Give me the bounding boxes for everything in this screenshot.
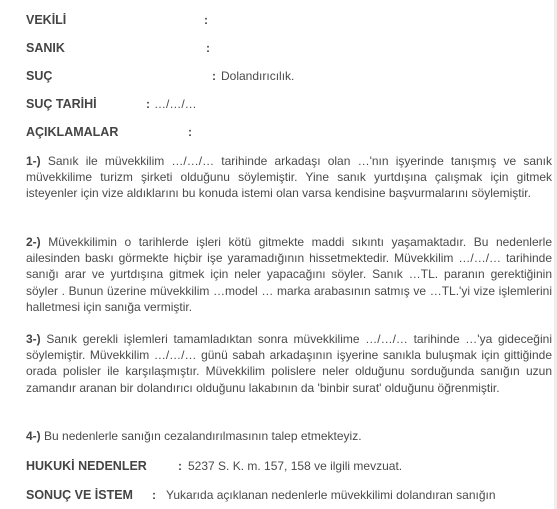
paragraph-3	[26, 331, 552, 396]
paragraph-text: Sanık gerekli işlemleri tamamladıktan sonra müvekkilime …/…/… tarihinde …'ya gideceğini söylemiştir. Müvekkilim …/…/… günü sabah arkadaşının işyerine sanıkla buluşmak için gittiğinde orada polisler ile karşılaşmıştır. Müvekkilim polislere neler olduğunu sorduğunda sanığın uzun zamandır aranan bir dolandırıcı olduğunu lakabının da 'binbir surat' olduğunu öğrenmiştir.	[26, 332, 552, 395]
vekili-label: VEKİLİ	[26, 13, 67, 27]
hukuki-nedenler-label: HUKUKİ NEDENLER	[26, 459, 147, 473]
hukuki-nedenler-value: 5237 S. K. m. 157, 158 ve ilgili mevzuat.	[188, 459, 403, 473]
suc-value: Dolandırıcılık.	[221, 69, 295, 83]
suc-tarihi-colon: :	[146, 97, 150, 111]
paragraph-text: Bu nedenlerle sanığın cezalandırılmasının talep etmekteyiz.	[44, 429, 362, 443]
paragraph-1	[26, 153, 552, 202]
paragraph-number: 3-)	[26, 332, 41, 346]
paragraph-text: Müvekkilimin o tarihlerde işleri kötü gitmekte maddi sıkıntı yaşamaktadır. Bu nedenlerle ailesinden baskı görmekte hiçbir işe yaramadığının hissetmektedir. Müvekkilim …/…/… tarihinde sanığı arar ve yurtdışına gitmek için neler yapacağını söyler. Sanık …TL. paranın gerektiğinin söyler . Bunun üzerine müvekkilim …model … marka arabasının satmış ve …TL.'yi vize işlemlerini halletmesi için sanığa vermiştir.	[26, 235, 552, 314]
sanik-label: SANIK	[26, 41, 65, 55]
suc-colon: :	[212, 69, 216, 83]
paragraph-text: Sanık ile müvekkilim …/…/… tarihinde arkadaşı olan …'nın işyerinde tanışmış ve sanık müvekkilime turizm şirketi olduğunu söylemiştir. Yine sanık yurtdışına çalışmak için gitmek isteyenler için vize aldıklarını bu konuda istemi olan varsa kendisine başvurmalarını söylemiştir.	[26, 154, 552, 201]
sonuc-label: SONUÇ VE İSTEM	[26, 488, 133, 502]
vekili-colon: :	[204, 13, 208, 27]
paragraph-2	[26, 234, 552, 315]
paragraph-4	[26, 428, 552, 444]
sonuc-colon: :	[152, 488, 156, 502]
paragraph-number: 2-)	[26, 235, 41, 249]
suc-tarihi-label: SUÇ TARİHİ	[26, 97, 97, 111]
aciklamalar-colon: :	[188, 125, 192, 139]
paragraph-number: 1-)	[26, 154, 41, 168]
paragraph-number: 4-)	[26, 429, 41, 443]
sonuc-value: Yukarıda açıklanan nedenlerle müvekkilimi dolandıran sanığın	[166, 488, 496, 502]
hukuki-nedenler-colon: :	[178, 459, 182, 473]
suc-tarihi-value: …/…/…	[154, 97, 197, 111]
suc-label: SUÇ	[26, 69, 53, 83]
sanik-colon: :	[206, 41, 210, 55]
aciklamalar-label: AÇIKLAMALAR	[26, 125, 119, 139]
